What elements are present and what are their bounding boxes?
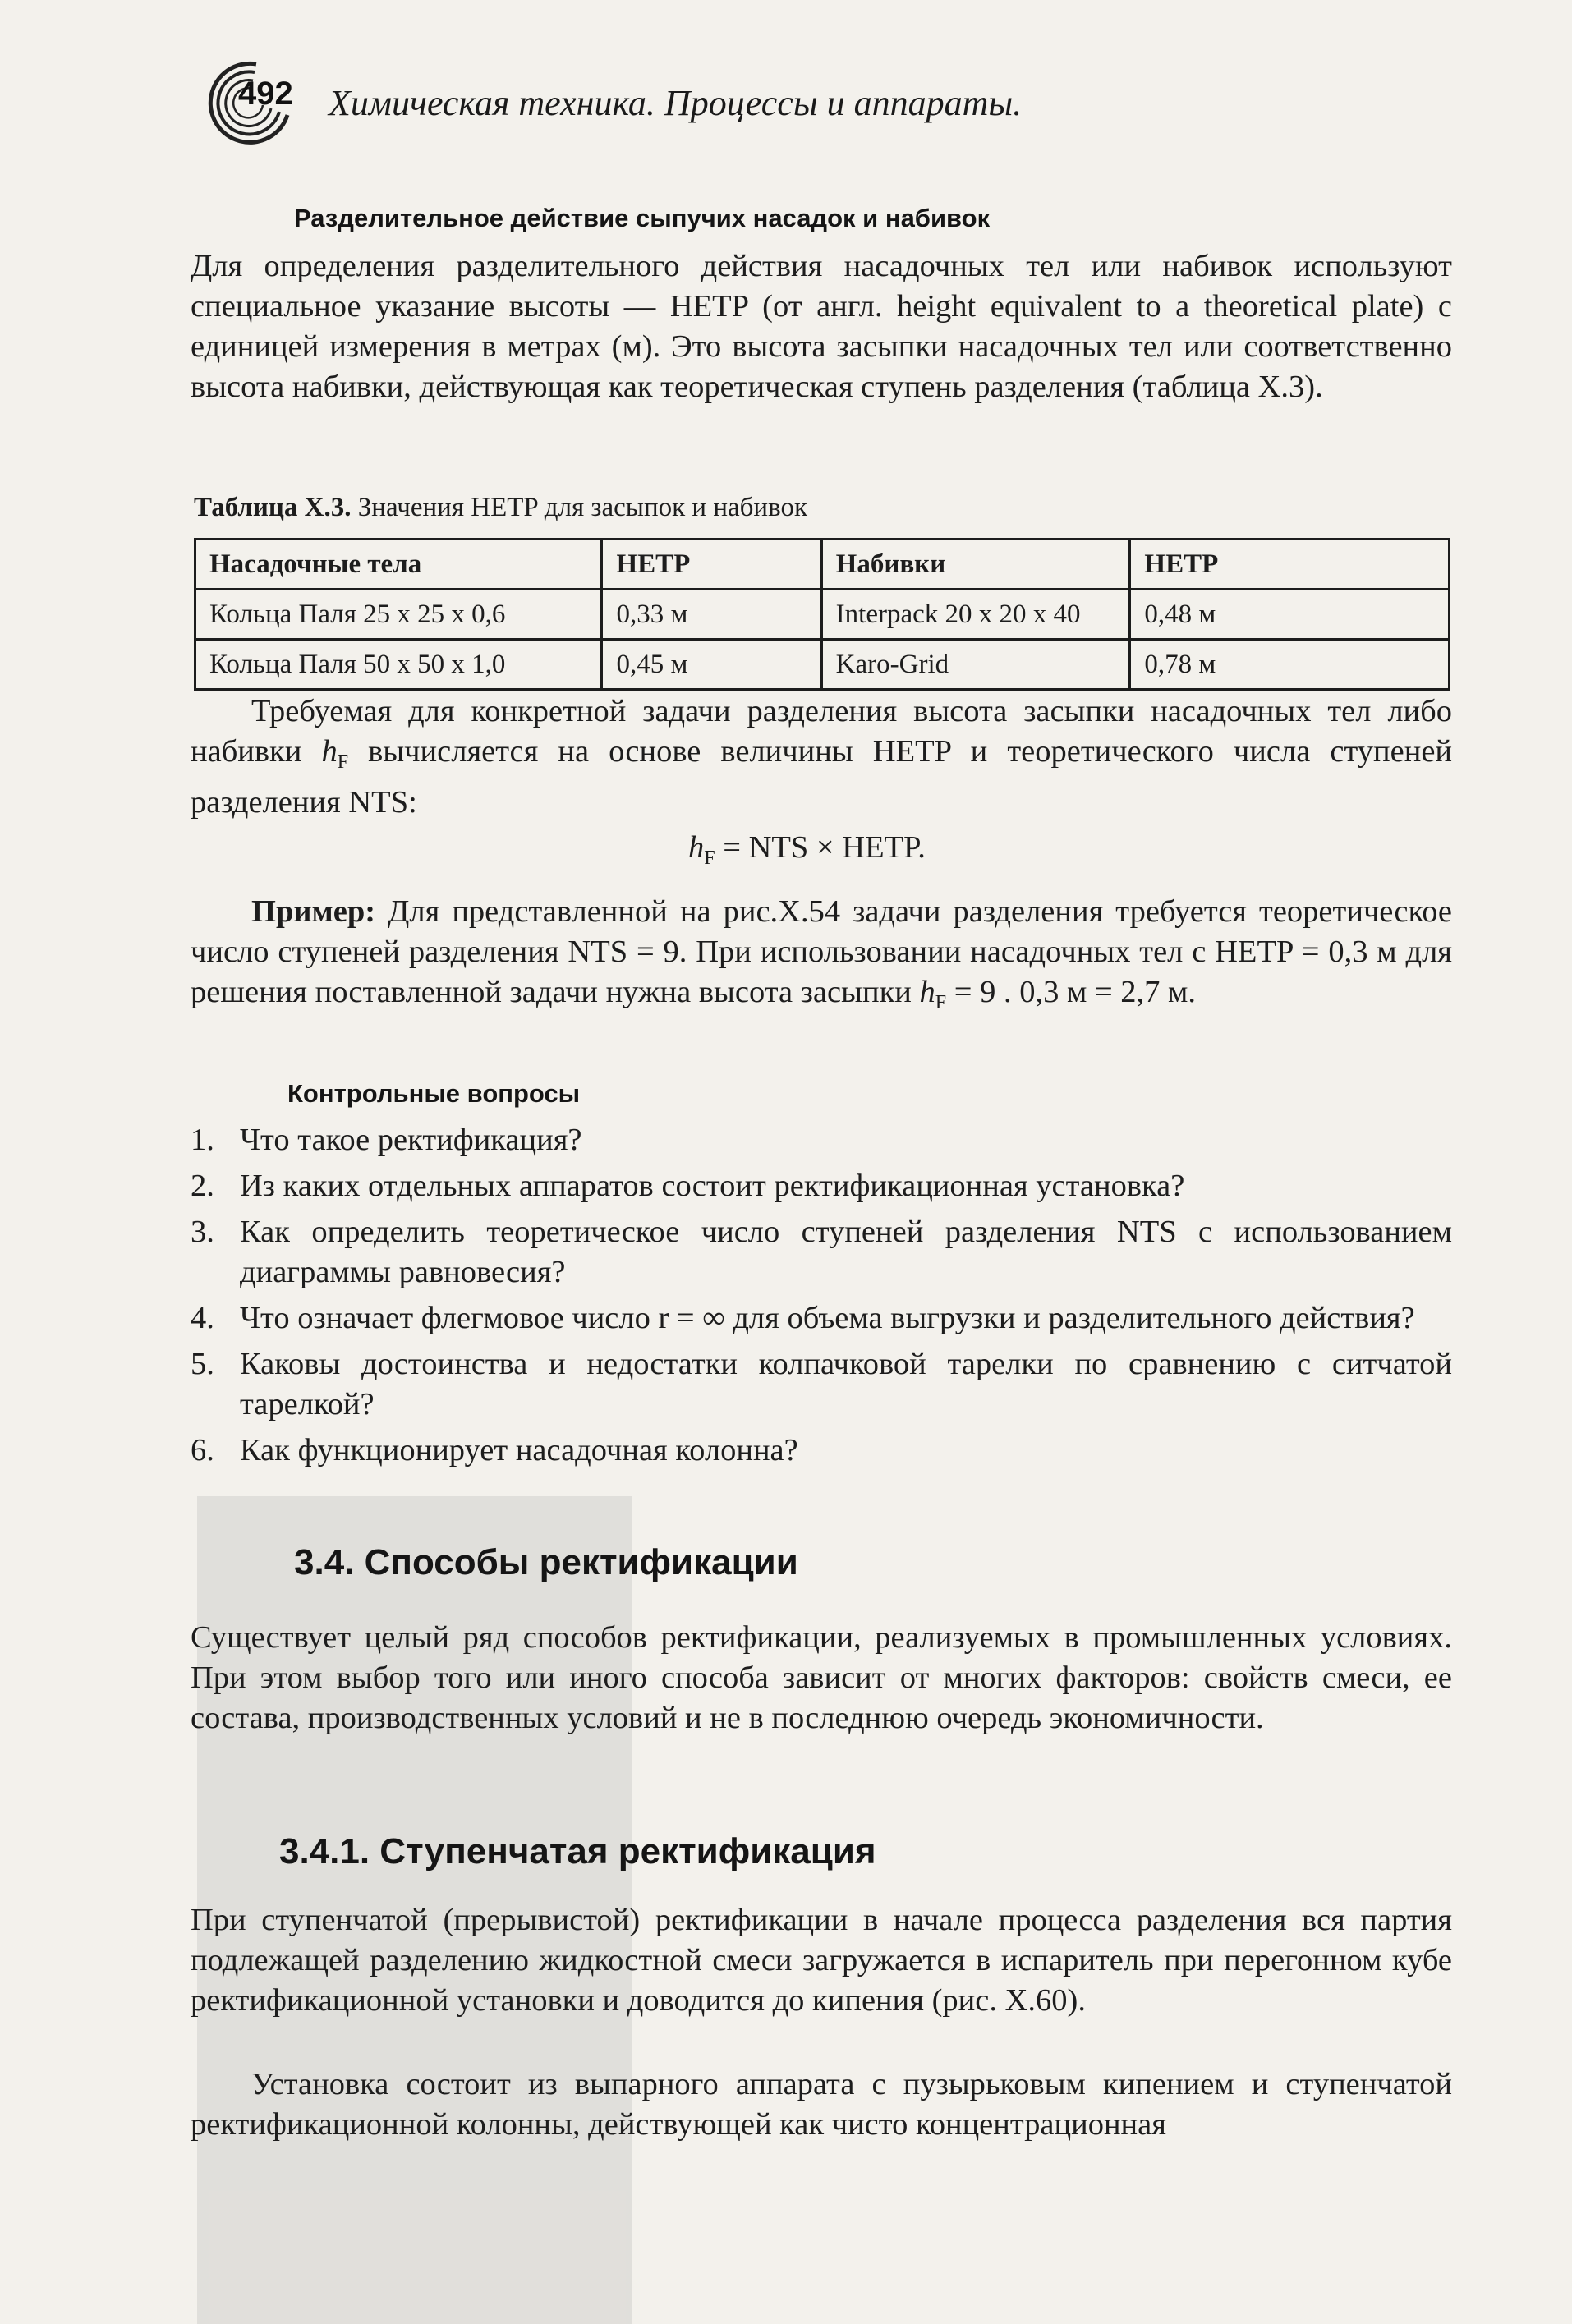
list-text: Что означает флегмовое число r = ∞ для объема выгрузки и разделительного действия?: [240, 1301, 1415, 1335]
paragraph-stepwise: При ступенчатой (прерывистой) ректификации в начале процесса разделения вся партия подлежащей разделению жидкостной смеси загружается в испаритель при перегонном кубе ректификационной установки и доводится до кипения (рис. Х.60).: [191, 1903, 1452, 2018]
list-item: [191, 1344, 1452, 1425]
table-cell: Кольца Паля 25 x 25 x 0,6: [195, 590, 602, 640]
table-header-cell: Насадочные тела: [195, 540, 602, 590]
table-caption: [194, 493, 807, 523]
list-text: Из каких отдельных аппаратов состоит ректификационная установка?: [240, 1169, 1185, 1203]
list-item: [191, 1212, 1452, 1293]
table-header-row: [195, 540, 1450, 590]
questions-list: [191, 1120, 1452, 1477]
list-number: 6.: [191, 1433, 214, 1467]
subscript-f: F: [935, 992, 947, 1013]
list-item: [191, 1120, 1452, 1160]
table-cell: 0,33 м: [602, 590, 821, 640]
formula-rest: = NTS × HETP.: [715, 830, 926, 865]
variable-h: h: [688, 830, 705, 865]
table-cell: Karo-Grid: [821, 640, 1130, 690]
table-cell: Кольца Паля 50 x 50 x 1,0: [195, 640, 602, 690]
example-label: Пример:: [251, 894, 376, 929]
subscript-f: F: [704, 847, 715, 869]
table-caption-text: Значения HETP для засыпок и набивок: [351, 493, 807, 522]
list-number: 5.: [191, 1347, 214, 1381]
section-heading-separation: Разделительное действие сыпучих насадок и набивок: [294, 204, 991, 232]
table-header-cell: HETP: [1130, 540, 1450, 590]
text-run: = 9 . 0,3 м = 2,7 м.: [946, 975, 1197, 1009]
subscript-f: F: [337, 751, 349, 773]
hetp-table: [194, 538, 1450, 691]
table-cell: 0,78 м: [1130, 640, 1450, 690]
list-number: 3.: [191, 1215, 214, 1249]
text-run: Для представленной на рис.Х.54 задачи разделения требуется теоретическое число ступеней разделения NTS = 9. При использовании насадочных тел с HETP = 0,3 м для решения поставленной задачи нужна высота засыпки: [191, 894, 1452, 1009]
paragraph-hetp-intro: Для определения разделительного действия насадочных тел или набивок используют специальное указание высоты — HETP (от англ. height equivalent to a theoretical plate) с единицей измерения в метрах (м). Это высота засыпки насадочных тел или соответственно высота набивки, действующая как теоретическая ступень разделения (таблица Х.3).: [191, 249, 1452, 404]
list-text: Каковы достоинства и недостатки колпачковой тарелки по сравнению с ситчатой тарелкой?: [240, 1347, 1452, 1421]
list-item: [191, 1431, 1452, 1471]
table-cell: 0,48 м: [1130, 590, 1450, 640]
page-header: [205, 57, 1437, 148]
table-header-cell: Набивки: [821, 540, 1130, 590]
section-heading-3-4-1: 3.4.1. Ступенчатая ректификация: [279, 1831, 876, 1872]
running-title: Химическая техника. Процессы и аппараты.: [329, 83, 1023, 123]
list-item: [191, 1166, 1452, 1206]
text-run: Требуемая для конкретной задачи разделения высота засыпки насадочных тел либо набивки: [191, 694, 1452, 769]
paragraph-required-height: [191, 691, 1452, 823]
table-cell: 0,45 м: [602, 640, 821, 690]
variable-h: h: [321, 734, 338, 769]
list-number: 4.: [191, 1301, 214, 1335]
paragraph-installation: Установка состоит из выпарного аппарата с пузырьковым кипением и ступенчатой ректификационной колонны, действующей как чисто концентрационная: [191, 2067, 1452, 2142]
table-caption-label: Таблица Х.3.: [194, 493, 352, 522]
table-row: [195, 640, 1450, 690]
questions-heading: Контрольные вопросы: [287, 1079, 581, 1108]
list-text: Как функционирует насадочная колонна?: [240, 1433, 798, 1467]
list-text: Как определить теоретическое число ступеней разделения NTS с использованием диаграммы равновесия?: [240, 1215, 1452, 1289]
table-header-cell: HETP: [602, 540, 821, 590]
page-number: 492: [238, 76, 293, 112]
text-run: вычисляется на основе величины HETP и теоретического числа ступеней разделения NTS:: [191, 734, 1453, 820]
list-number: 2.: [191, 1169, 214, 1203]
table-cell: Interpack 20 x 20 x 40: [821, 590, 1130, 640]
list-text: Что такое ректификация?: [240, 1123, 582, 1157]
table-row: [195, 590, 1450, 640]
paragraph-example: [191, 892, 1452, 1023]
paragraph-methods: Существует целый ряд способов ректификации, реализуемых в промышленных условиях. При этом выбор того или иного способа зависит от многих факторов: свойств смеси, ее состава, производственных условий и не в последнюю очередь экономичности.: [191, 1620, 1452, 1735]
section-heading-3-4: 3.4. Способы ректификации: [294, 1542, 798, 1582]
variable-h: h: [919, 975, 935, 1009]
list-item: [191, 1298, 1452, 1339]
formula-hf: [688, 829, 926, 870]
list-number: 1.: [191, 1123, 214, 1157]
